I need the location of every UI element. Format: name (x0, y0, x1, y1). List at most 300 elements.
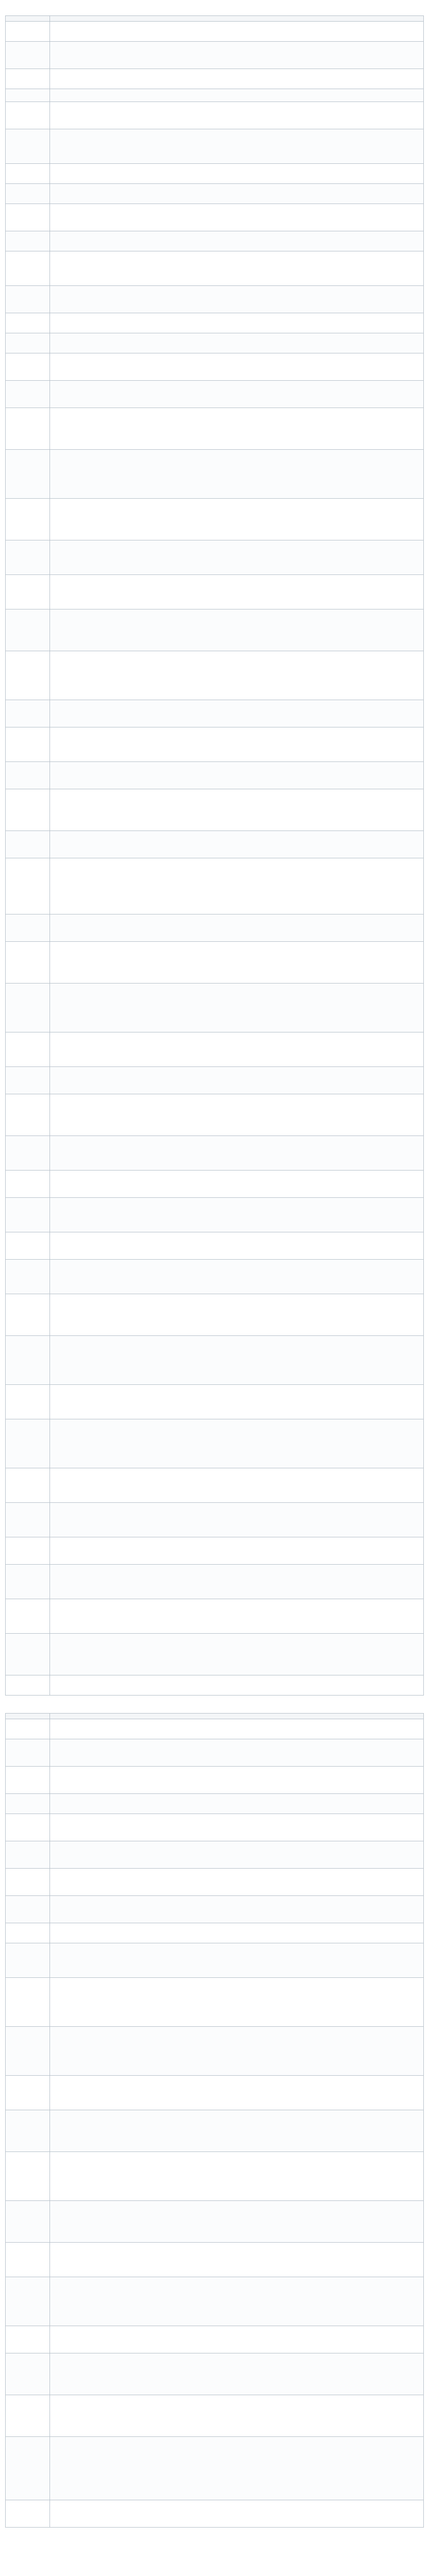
primary-range-line (53, 1444, 420, 1451)
middle-range-line (53, 2405, 420, 2412)
middle-table-row (6, 2201, 424, 2243)
middle-school-name (6, 1923, 50, 1943)
middle-range-line (53, 1804, 420, 1811)
primary-range-line (53, 1262, 420, 1269)
primary-school-range (50, 1336, 424, 1385)
primary-range-line (53, 174, 420, 181)
primary-table-row (6, 651, 424, 700)
primary-school-name (6, 831, 50, 858)
middle-range-line (53, 2378, 420, 2385)
primary-school-range (50, 353, 424, 381)
primary-range-line (53, 1540, 420, 1547)
middle-school-name (6, 2243, 50, 2277)
middle-school-range (50, 2353, 424, 2395)
primary-range-line (53, 1146, 420, 1153)
primary-range-line (53, 1547, 420, 1554)
primary-range-line (53, 460, 420, 467)
primary-range-line (53, 1353, 420, 1360)
primary-range-line (53, 268, 420, 276)
middle-school-name (6, 2027, 50, 2076)
primary-school-name (6, 381, 50, 408)
primary-range-line (53, 641, 420, 648)
middle-range-line (53, 2134, 420, 2142)
middle-range-line (53, 2120, 420, 2127)
middle-table-row (6, 2500, 424, 2528)
primary-school-range (50, 1260, 424, 1294)
middle-school-range (50, 2500, 424, 2528)
primary-table-row (6, 727, 424, 762)
middle-range-line (53, 1886, 420, 1893)
primary-range-line (53, 543, 420, 550)
primary-school-range (50, 22, 424, 42)
primary-range-line (53, 737, 420, 744)
primary-range-line (53, 530, 420, 537)
middle-school-range (50, 1739, 424, 1767)
middle-table-row (6, 2076, 424, 2110)
middle-range-line (53, 1749, 420, 1756)
primary-range-line (53, 1685, 420, 1692)
middle-school-range (50, 1767, 424, 1794)
primary-range-line (53, 488, 420, 496)
primary-school-name (6, 1067, 50, 1094)
primary-school-name (6, 313, 50, 333)
middle-school-name (6, 2353, 50, 2395)
primary-school-range (50, 184, 424, 204)
middle-table-row (6, 2395, 424, 2437)
primary-range-line (53, 578, 420, 585)
primary-range-line (53, 1346, 420, 1353)
primary-range-line (53, 481, 420, 488)
primary-school-name (6, 286, 50, 313)
primary-school-name (6, 204, 50, 231)
primary-school-range (50, 609, 424, 651)
primary-range-line (53, 1304, 420, 1311)
primary-school-name (6, 575, 50, 609)
primary-table-row (6, 408, 424, 450)
primary-range-line (53, 1208, 420, 1215)
middle-table-row (6, 2437, 424, 2500)
primary-range-line (53, 730, 420, 737)
middle-range-line (53, 2142, 420, 2149)
middle-table-row (6, 2353, 424, 2395)
middle-range-line (53, 1784, 420, 1791)
primary-range-line (53, 1527, 420, 1534)
primary-table-row (6, 700, 424, 727)
middle-school-name (6, 2076, 50, 2110)
primary-school-name (6, 609, 50, 651)
primary-range-line (53, 1001, 420, 1008)
primary-school-range (50, 313, 424, 333)
primary-school-range (50, 1419, 424, 1468)
primary-school-range (50, 1032, 424, 1067)
primary-range-line (53, 1643, 420, 1651)
primary-range-line (53, 765, 420, 772)
middle-table-row (6, 1814, 424, 1841)
middle-table-row (6, 1719, 424, 1739)
primary-school-range (50, 831, 424, 858)
primary-table-row (6, 1032, 424, 1067)
middle-school-name (6, 1943, 50, 1978)
primary-range-line (53, 1609, 420, 1616)
primary-school-name (6, 700, 50, 727)
middle-range-line (53, 2058, 420, 2065)
primary-school-name (6, 789, 50, 831)
primary-table-row (6, 1634, 424, 1675)
primary-school-name (6, 1336, 50, 1385)
middle-range-line (53, 2252, 420, 2260)
primary-school-name (6, 1634, 50, 1675)
primary-school-range (50, 1634, 424, 1675)
middle-range-line (53, 2468, 420, 2476)
primary-school-name (6, 42, 50, 69)
middle-range-line (53, 1824, 420, 1831)
primary-school-name (6, 1198, 50, 1232)
middle-range-line (53, 2169, 420, 2176)
middle-range-line (53, 1831, 420, 1838)
primary-range-line (53, 336, 420, 343)
primary-range-line (53, 509, 420, 516)
primary-range-line (53, 634, 420, 641)
middle-range-line (53, 2029, 420, 2037)
middle-range-line (53, 2439, 420, 2447)
primary-school-name (6, 450, 50, 499)
middle-range-line (53, 1933, 420, 1940)
primary-range-line (53, 1126, 420, 1133)
middle-range-line (53, 2245, 420, 2252)
primary-range-line (53, 323, 420, 330)
primary-range-line (53, 79, 420, 86)
middle-school-range (50, 2277, 424, 2326)
primary-range-line (53, 952, 420, 959)
primary-range-line (53, 1042, 420, 1049)
primary-range-line (53, 1222, 420, 1229)
primary-range-line (53, 234, 420, 241)
middle-range-line (53, 2385, 420, 2392)
primary-school-name (6, 1419, 50, 1468)
middle-range-line (53, 2127, 420, 2134)
primary-school-range (50, 540, 424, 575)
primary-school-name (6, 408, 50, 450)
middle-table-row (6, 2152, 424, 2201)
primary-range-line (53, 1485, 420, 1493)
primary-range-line (53, 986, 420, 993)
primary-school-range (50, 575, 424, 609)
middle-school-range (50, 1923, 424, 1943)
primary-range-line (53, 565, 420, 572)
primary-school-name (6, 353, 50, 381)
primary-table-row (6, 540, 424, 575)
primary-table-row (6, 231, 424, 251)
primary-school-name (6, 1537, 50, 1565)
middle-range-line (53, 2343, 420, 2350)
primary-range-line (53, 1311, 420, 1318)
primary-school-name (6, 22, 50, 42)
primary-school-name (6, 1565, 50, 1599)
middle-school-name (6, 2395, 50, 2437)
primary-school-range (50, 984, 424, 1032)
primary-school-range (50, 858, 424, 914)
middle-range-line (53, 2086, 420, 2093)
primary-range-line (53, 1326, 420, 1333)
primary-range-line (53, 1623, 420, 1631)
primary-table-row (6, 1294, 424, 1336)
primary-school-range (50, 204, 424, 231)
primary-range-line (53, 592, 420, 599)
primary-table-row (6, 984, 424, 1032)
primary-range-line (53, 1367, 420, 1375)
primary-range-line (53, 1070, 420, 1077)
primary-school-range (50, 1599, 424, 1634)
primary-school-range (50, 408, 424, 450)
primary-table-row (6, 450, 424, 499)
primary-range-line (53, 1153, 420, 1160)
primary-range-line (53, 931, 420, 939)
primary-range-line (53, 501, 420, 509)
primary-range-line (53, 1249, 420, 1257)
middle-school-range (50, 1794, 424, 1814)
middle-table-row (6, 2243, 424, 2277)
primary-header-row (6, 16, 424, 22)
primary-school-name (6, 1032, 50, 1067)
primary-table-row (6, 789, 424, 831)
primary-table-row (6, 1260, 424, 1294)
primary-range-line (53, 452, 420, 460)
primary-table-row (6, 89, 424, 102)
primary-range-line (53, 1636, 420, 1643)
primary-range-line (53, 668, 420, 675)
primary-school-name (6, 1675, 50, 1696)
middle-school-name (6, 2277, 50, 2326)
primary-range-line (53, 1057, 420, 1064)
middle-table-row (6, 2110, 424, 2152)
primary-range-line (53, 966, 420, 973)
middle-school-range (50, 2076, 424, 2110)
primary-range-line (53, 772, 420, 779)
primary-school-range (50, 1294, 424, 1336)
primary-table-row (6, 42, 424, 69)
primary-range-line (53, 1678, 420, 1685)
middle-range-line (53, 2093, 420, 2100)
primary-range-line (53, 550, 420, 557)
middle-range-line (53, 2162, 420, 2169)
primary-school-name (6, 1094, 50, 1136)
primary-table-row (6, 858, 424, 914)
primary-school-range (50, 499, 424, 540)
primary-range-line (53, 303, 420, 310)
middle-school-range (50, 1719, 424, 1739)
primary-range-line (53, 1616, 420, 1623)
primary-table-row (6, 1136, 424, 1171)
primary-range-line (53, 221, 420, 228)
middle-range-line (53, 2356, 420, 2363)
primary-range-line (53, 683, 420, 690)
middle-range-line (53, 1913, 420, 1920)
middle-range-line (53, 2398, 420, 2405)
middle-table-row (6, 1794, 424, 1814)
primary-range-line (53, 1493, 420, 1500)
middle-range-line (53, 2412, 420, 2419)
primary-range-line (53, 1118, 420, 1126)
primary-school-name (6, 129, 50, 164)
primary-range-line (53, 383, 420, 391)
primary-table-row (6, 204, 424, 231)
primary-range-line (53, 343, 420, 350)
primary-table-row (6, 609, 424, 651)
primary-range-line (53, 24, 420, 31)
middle-school-name (6, 1814, 50, 1841)
primary-range-line (53, 752, 420, 759)
primary-table-row (6, 251, 424, 286)
primary-range-line (53, 875, 420, 883)
primary-range-line (53, 132, 420, 139)
middle-school-name (6, 2500, 50, 2528)
primary-school-name (6, 1260, 50, 1294)
primary-school-range (50, 450, 424, 499)
primary-range-line (53, 1022, 420, 1029)
primary-range-line (53, 139, 420, 146)
middle-range-line (53, 1953, 420, 1960)
primary-range-line (53, 821, 420, 828)
primary-range-line (53, 585, 420, 592)
primary-school-name (6, 251, 50, 286)
primary-range-line (53, 1471, 420, 1478)
middle-range-line (53, 2427, 420, 2434)
middle-school-name (6, 1896, 50, 1923)
middle-range-line (53, 2483, 420, 2490)
primary-range-line (53, 1318, 420, 1326)
middle-section (5, 1713, 424, 2528)
primary-range-line (53, 425, 420, 432)
middle-school-name (6, 2437, 50, 2500)
primary-range-line (53, 1554, 420, 1562)
primary-range-line (53, 516, 420, 523)
primary-table-row (6, 22, 424, 42)
primary-range-line (53, 146, 420, 154)
primary-table-row (6, 69, 424, 89)
primary-school-name (6, 540, 50, 575)
primary-school-name (6, 1599, 50, 1634)
middle-range-line (53, 2490, 420, 2497)
middle-range-line (53, 1878, 420, 1886)
primary-table-row (6, 942, 424, 984)
primary-range-line (53, 814, 420, 821)
primary-table-row (6, 1565, 424, 1599)
primary-range-line (53, 72, 420, 79)
primary-range-line (53, 848, 420, 855)
middle-school-range (50, 2201, 424, 2243)
primary-range-line (53, 1409, 420, 1416)
primary-school-name (6, 914, 50, 942)
primary-range-line (53, 1651, 420, 1658)
primary-range-line (53, 391, 420, 398)
primary-school-range (50, 333, 424, 353)
middle-header-school (6, 1714, 50, 1719)
primary-table-row (6, 1198, 424, 1232)
primary-school-name (6, 984, 50, 1032)
middle-range-line (53, 1926, 420, 1933)
middle-school-range (50, 2326, 424, 2353)
primary-school-name (6, 1136, 50, 1171)
primary-school-name (6, 1503, 50, 1537)
primary-range-line (53, 557, 420, 565)
middle-range-line (53, 1960, 420, 1968)
middle-range-line (53, 2461, 420, 2468)
middle-range-line (53, 2309, 420, 2316)
primary-range-line (53, 1235, 420, 1242)
middle-school-name (6, 2201, 50, 2243)
middle-range-line (53, 1946, 420, 1953)
primary-school-range (50, 129, 424, 164)
middle-range-line (53, 2280, 420, 2287)
primary-school-name (6, 942, 50, 984)
primary-range-line (53, 1602, 420, 1609)
primary-range-line (53, 1015, 420, 1022)
middle-school-name (6, 2110, 50, 2152)
primary-range-line (53, 661, 420, 668)
middle-school-range (50, 1943, 424, 1978)
primary-school-name (6, 499, 50, 540)
primary-range-line (53, 799, 420, 806)
primary-range-line (53, 254, 420, 261)
middle-range-line (53, 2419, 420, 2427)
primary-table-row (6, 1336, 424, 1385)
primary-range-line (53, 1035, 420, 1042)
middle-range-line (53, 2016, 420, 2024)
middle-school-range (50, 1896, 424, 1923)
primary-school-range (50, 1537, 424, 1565)
primary-range-line (53, 904, 420, 911)
primary-school-range (50, 164, 424, 184)
primary-school-name (6, 762, 50, 789)
primary-school-name (6, 727, 50, 762)
primary-school-range (50, 102, 424, 129)
primary-range-line (53, 897, 420, 904)
middle-range-line (53, 2363, 420, 2370)
primary-range-line (53, 166, 420, 174)
middle-table (5, 1713, 424, 2528)
primary-table-row (6, 184, 424, 204)
primary-table-body (6, 22, 424, 1696)
primary-school-name (6, 1294, 50, 1336)
primary-range-line (53, 112, 420, 119)
primary-range-line (53, 861, 420, 868)
primary-school-name (6, 651, 50, 700)
middle-range-line (53, 2510, 420, 2517)
middle-range-line (53, 2211, 420, 2218)
primary-range-line (53, 1049, 420, 1057)
middle-range-line (53, 1797, 420, 1804)
primary-range-line (53, 1215, 420, 1222)
primary-school-range (50, 1675, 424, 1696)
primary-range-line (53, 289, 420, 296)
primary-range-line (53, 868, 420, 875)
primary-school-name (6, 69, 50, 89)
primary-range-line (53, 1097, 420, 1104)
middle-table-row (6, 1841, 424, 1869)
primary-range-line (53, 717, 420, 724)
primary-range-line (53, 154, 420, 161)
primary-range-line (53, 1451, 420, 1458)
primary-table-row (6, 1385, 424, 1419)
primary-school-range (50, 914, 424, 942)
middle-school-name (6, 1869, 50, 1896)
primary-range-line (53, 105, 420, 112)
middle-range-line (53, 1844, 420, 1851)
middle-table-row (6, 1739, 424, 1767)
primary-range-line (53, 834, 420, 841)
primary-school-range (50, 651, 424, 700)
middle-school-name (6, 1739, 50, 1767)
